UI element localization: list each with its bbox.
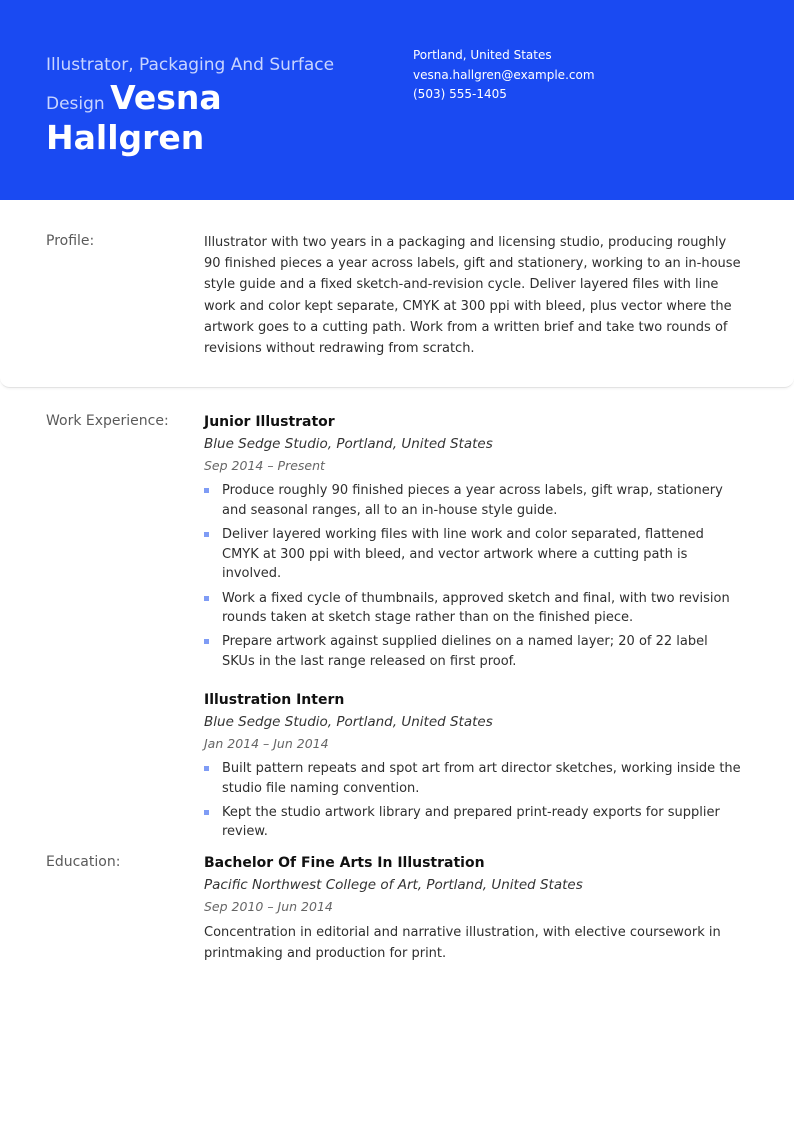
contact-info xyxy=(413,46,595,105)
resume-header xyxy=(0,0,794,200)
title-block xyxy=(46,52,366,158)
profile-label: Profile: xyxy=(46,233,95,249)
bullet-marker xyxy=(204,766,209,771)
education-date: Sep 2010 – Jun 2014 xyxy=(204,899,333,914)
education-description: Concentration in editorial and narrative illustration, with elective coursework in printmaking and production for print. xyxy=(204,925,721,961)
bullet-text: Deliver layered working files with line work and color separated, flattened CMYK at 300 ppi with bleed, and vector artwork where a cutting path is involved. xyxy=(222,526,704,582)
profile-section xyxy=(0,200,794,388)
education-entry xyxy=(204,852,744,964)
bullet-text: Produce roughly 90 finished pieces a year across labels, gift wrap, stationery and seasonal ranges, all to an in-house style guide. xyxy=(222,483,723,518)
bullet-text: Work a fixed cycle of thumbnails, approved sketch and final, with two revision rounds taken at sketch stage rather than on the finished piece. xyxy=(222,590,730,626)
school-name: Pacific Northwest College of Art, Portland, United States xyxy=(204,877,583,893)
bullet-item xyxy=(204,803,744,842)
bullet-marker xyxy=(204,488,209,493)
profile-text: Illustrator with two years in a packaging and licensing studio, producing roughly 90 finished pieces a year across labels, gift and stationery, working to an in-house style guide and a fixed sketch-and-revision cycle. Deliver layered files with line work and color kept separate, CMYK at 300 ppi with bleed, plus vector where the artwork goes to a cutting path. Work from a written brief and take two rounds of revisions without redrawing from scratch. xyxy=(204,235,741,357)
education-label: Education: xyxy=(46,854,121,870)
bullet-text: Prepare artwork against supplied dielines on a named layer; 20 of 22 label SKUs in the last range released on first proof. xyxy=(222,634,708,670)
bullet-marker xyxy=(204,596,209,601)
bullet-marker xyxy=(204,639,209,644)
contact-email[interactable]: vesna.hallgren@example.com xyxy=(413,67,595,82)
job-entry xyxy=(204,411,744,672)
job-bullets xyxy=(204,481,744,672)
header-identity xyxy=(46,52,366,158)
job-title: Junior Illustrator xyxy=(204,414,335,430)
job-entry xyxy=(204,689,744,842)
contact-location: Portland, United States xyxy=(413,48,552,62)
name-last: Hallgren xyxy=(46,118,205,157)
bullet-item xyxy=(204,525,744,584)
bullet-marker xyxy=(204,532,209,537)
job-date: Sep 2014 – Present xyxy=(204,458,325,473)
job-organization: Blue Sedge Studio, Portland, United States xyxy=(204,713,493,730)
work-experience-list xyxy=(204,411,744,847)
job-bullets xyxy=(204,759,744,842)
bullet-text: Built pattern repeats and spot art from art director sketches, working inside the studio file naming convention. xyxy=(222,760,741,796)
job-title: Illustration Intern xyxy=(204,691,345,708)
bullet-text: Kept the studio artwork library and prepared print-ready exports for supplier review. xyxy=(222,804,720,840)
degree-title: Bachelor Of Fine Arts In Illustration xyxy=(204,855,485,871)
bullet-item xyxy=(204,759,744,798)
contact-phone: (503) 555-1405 xyxy=(413,87,507,101)
bullet-item xyxy=(204,632,744,671)
job-organization: Blue Sedge Studio, Portland, United States xyxy=(204,436,493,452)
bullet-item xyxy=(204,589,744,628)
bullet-marker xyxy=(204,810,209,815)
work-experience-label: Work Experience: xyxy=(46,413,169,429)
name-first: Vesna xyxy=(110,78,222,117)
bullet-item xyxy=(204,481,744,520)
job-role: Illustrator, Packaging And Surface Design xyxy=(46,55,335,114)
job-date: Jan 2014 – Jun 2014 xyxy=(204,735,329,751)
